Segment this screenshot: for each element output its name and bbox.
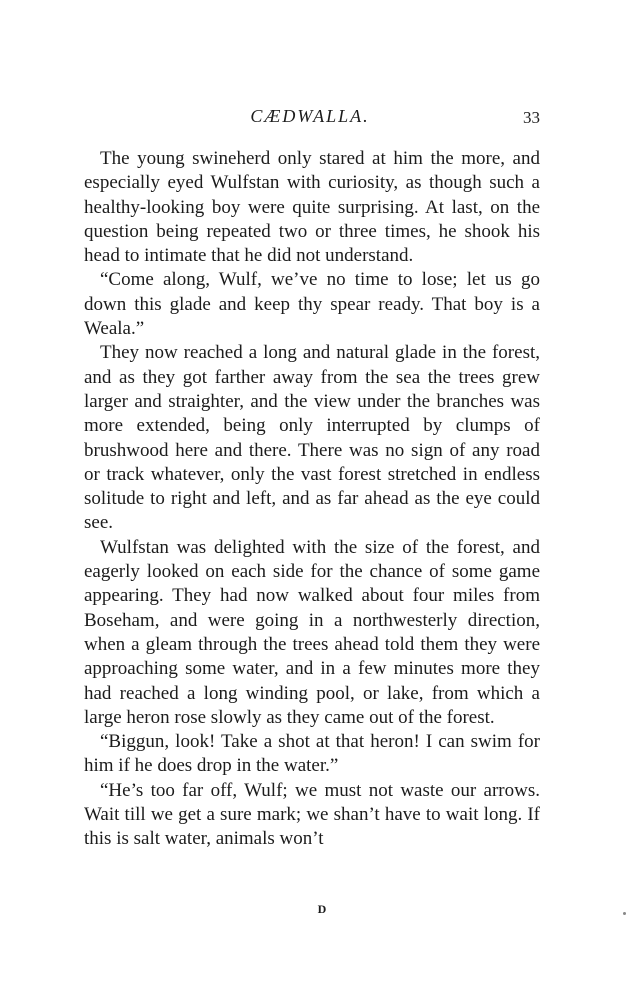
paragraph: “Biggun, look! Take a shot at that heron! I can swim for him if he does drop in the water.”	[84, 731, 540, 777]
running-head	[80, 106, 540, 134]
body-text	[84, 147, 540, 852]
paragraph: They now reached a long and natural glade in the forest, and as they got farther away from the sea the trees grew larger and straighter, and the view under the branches was more extended, being only interrupted by clumps of brushwood here and there. There was no sign of any road or track whatever, only the vast forest stretched in endless solitude to right and left, and as far ahead as the eye could see.	[84, 342, 540, 534]
paragraph: The young swineherd only stared at him the more, and especially eyed Wulfstan with curiosity, as though such a healthy-looking boy were quite surprising. At last, on the question being repeated two or three times, he shook his head to intimate that he did not understand.	[84, 148, 540, 267]
paper-speck	[623, 912, 626, 915]
running-title: CÆDWALLA.	[250, 106, 370, 126]
signature-mark: D	[317, 902, 327, 916]
paragraph: “He’s too far off, Wulf; we must not waste our arrows. Wait till we get a sure mark; we shan’t have to wait long. If this is salt water, animals won’t	[84, 779, 540, 850]
paragraph: Wulfstan was delighted with the size of the forest, and eagerly looked on each side for the chance of some game appearing. They had now walked about four miles from Boseham, and were going in a northwesterly direction, when a gleam through the trees ahead told them they were approaching some water, and in a few minutes more they had reached a long winding pool, or lake, from which a large heron rose slowly as they came out of the forest.	[84, 536, 540, 728]
page-number: 33	[523, 108, 540, 127]
paragraph: “Come along, Wulf, we’ve no time to lose; let us go down this glade and keep thy spear ready. That boy is a Weala.”	[84, 269, 540, 340]
